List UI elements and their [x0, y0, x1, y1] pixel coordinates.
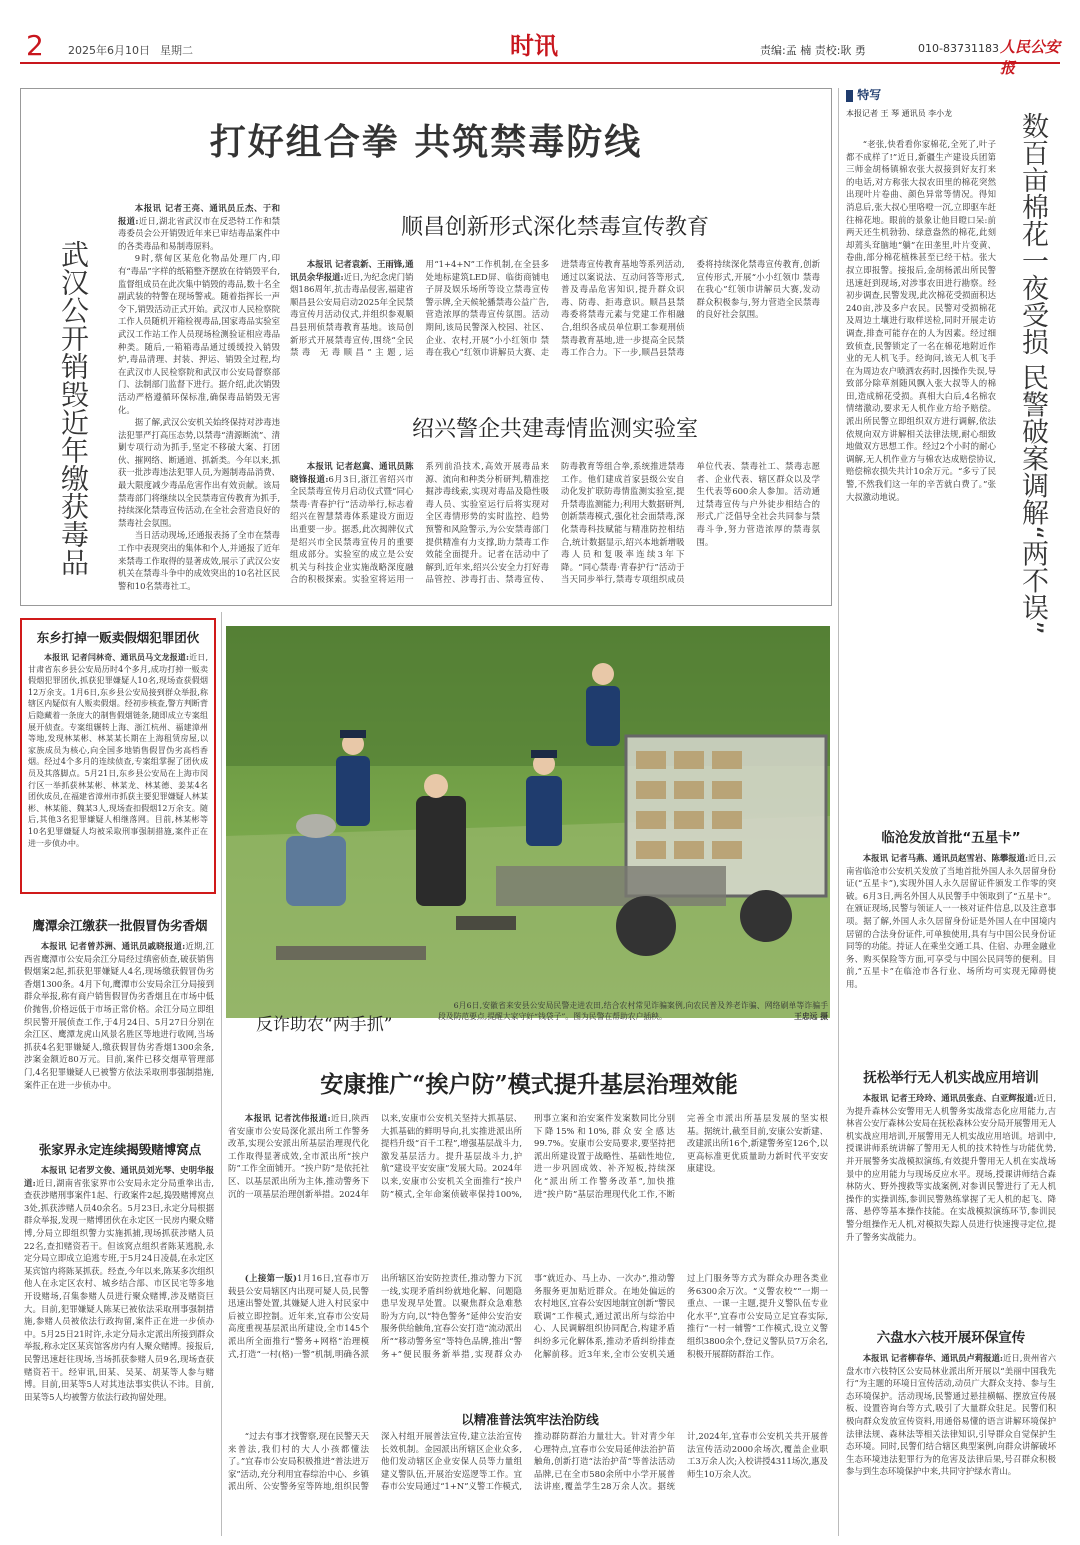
- wuhan-byline: 本报讯 记者王亮、通讯员丘杰、于和报道:: [118, 203, 280, 226]
- wuhan-article: 本报讯 记者王亮、通讯员丘杰、于和报道:近日,湖北省武汉市在反恐特工作和禁毒委员会公开销毁近年来已审结毒品案件中的各类毒品和易制毒原料。 9时,蔡甸区某危化物品处理厂内,印有“毒品”字样的纸箱整齐摆放在待销毁平台,监督组成员在此次集中销毁的毒品,数十名全副武装的特警在现场警戒。随着指挥长一声令下,销毁活动正式开始。武汉市人民检察院工作人员随机开箱检视毒品,国家毒品实验室武汉工作站工作人员现场检测验证相应毒品种类。随后,一箱箱毒品通过缓缓投入销毁炉,毒品清理、封装、押运、销毁全过程,均在武汉市人民检察院和武汉市公安局督察部门、法制部门监督下进行。据介绍,此次销毁活动严格遵循环保标准,确保毒品销毁无害化。 据了解,武汉公安机关始终保持对涉毒违法犯罪严打高压态势,以禁毒“清源断流”、清剿专项行动为抓手,坚定不移破大案、打团伙、摧网络、断通道、抓新类。今年以来,抓获一批涉毒违法犯罪人员,为遏制毒品消费、最大限度减少毒品危害作出有效贡献。该局禁毒部门将继续以全民禁毒宣传教育为抓手,持续深化禁毒宣传活动,在全社会营造良好的禁毒社会氛围。 当日活动现场,还通报表扬了全市在禁毒工作中表现突出的集体和个人,并通报了近年来禁毒工作取得的显著成效,展示了武汉公安机关在禁毒斗争中的成效突出的10名社区民警和10名禁毒社工。: [118, 203, 280, 591]
- shaoxing-title: 绍兴警企共建毒情监测实验室: [411, 417, 698, 442]
- phone-number: 010-83731183: [918, 42, 999, 55]
- liupanshui-title: 六盘水六枝开展环保宣传: [876, 1330, 1026, 1346]
- photo-caption: 6月6日,安徽省来安县公安局民警走进农田,结合农村常见诈骗案例,向农民普及养老诈骗、网络刷单等诈骗手段及防范要点,提醒大家守好“钱袋子”。图为民警在帮助农户插秧。 王忠远 摄: [438, 1001, 828, 1021]
- issue-date: 2025年6月10日: [68, 44, 150, 57]
- funing-article: 本报讯 记者王玲玲、通讯员张垚、白亚辉报道:近日,为提升森林公安警用无人机警务实战常态化应用能力,吉林省公安厅森林公安局在抚松森林公安分局开展警用无人机实战应用培训,开展警用无人机实战应用培训。培训中,授课讲师系统讲解了警用无人机的技术特性与功能优势,并开展警务实战模拟演练,有效提升警用无人机在实战场景中的应用能力与现场反应水平。现场,授课讲师结合森林防火、野外搜救等实战案例,对参训民警进行了无人机操作的实操训练,参训民警熟练掌握了无人机的起飞、降落、悬停等基本操作技能。在实战模拟演练环节,参训民警分组操作无人机,对模拟失踪人员进行快速搜寻定位,提升了警务实战能力。: [846, 1093, 1056, 1242]
- shaoxing-article: 本报讯 记者赵冀、通讯员陈晓锋报道:6月3日,浙江省绍兴市全民禁毒宣传月启动仪式暨“同心禁毒·青春护行”活动举行,标志着绍兴在智慧禁毒体系建设方面迈出重要一步。据悉,此次揭牌仪式是绍兴市全民禁毒宣传月的重要组成部分。实验室的成立是公安机关与科技企业实施战略深度融合的积极探索。实验室将运用一系列前沿技术,高效开展毒品来源、流向和种类分析研判,精准挖掘涉毒线索,实现对毒品及隐性吸毒人员、实验室运行后将实现对全区毒情形势的实时监控、趋势预警和风险警示,为公安禁毒部门提供精准有力支撑,助力禁毒工作效能全面提升。记者在活动中了解到,近年来,绍兴公安全力打好毒品管控、涉毒打击、禁毒宣传、防毒教育等组合拳,系统推进禁毒工作。他们建成首家县级公安自动化发扩联防毒情监测实验室,提升禁毒监测能力;利用大数据研判,创新禁毒模式,强化社会面禁毒,深化禁毒科技赋能与精准防控相结合,统计数据显示,绍兴本地新增吸毒人员和复吸率连续3年下降。“同心禁毒·青春护行”活动于当天同步举行,禁毒专项组织成员单位代表、禁毒社工、禁毒志愿者、企业代表、辖区群众以及学生代表等600余人参加。活动通过禁毒宣传与户外徒步相结合的形式,广泛倡导全社会共同参与禁毒斗争,努力营造浓厚的禁毒氛围。: [290, 461, 820, 585]
- section-title: 时讯: [510, 32, 558, 60]
- wuhan-title: 武汉公开销毁近年缴获毒品: [57, 240, 90, 576]
- feature-reporters: 本报记者 王 琴 通讯员 李小龙: [846, 109, 953, 118]
- feature-title: 数百亩棉花一夜受损 民警破案调解“两不误”: [1017, 112, 1048, 635]
- yingtan-article: 本报讯 记者曾苏洲、通讯员戚晓报道:近期,江西省鹰潭市公安局余江分局经过缜密侦查,破获销售假烟案2起,抓获犯罪嫌疑人4名,现场缴获假冒伪劣香烟1300条。4月下旬,鹰潭市公安局余江分局接到群众举报,称有商户销售假冒伪劣香烟且在市场中低价抛售,价格远低于市场正常价格。余江分局立即组织民警开展侦查工作,于4月24日、5月27日分别在余江区、鹰潭龙虎山风景名胜区等地进行收网,当场抓获4名犯罪嫌疑人,缴获假冒伪劣香烟1300余条,涉案金额近80万元。目前,案件已移交烟草管理部门,4名犯罪嫌疑人已被警方依法采取刑事强制措施,案件正在进一步侦办中。: [24, 941, 214, 1090]
- ankang-title: 安康推广“挨户防”模式提升基层治理效能: [320, 1071, 738, 1098]
- zhangjiajie-article: 本报讯 记者罗文俊、通讯员刘光琴、史明华报道:近日,湖南省张家界市公安局永定分局重拳出击,查获涉赌刑事案件1起、行政案件2起,捣毁赌博窝点3处,抓获涉赌人员40余名。5月23日,永定分局根据群众举报,发现一赌博团伙在永定区一民房内聚众赌博,分局立即组织警力实施抓捕,现场抓获涉赌人员22名,查扣赌资若干。但该窝点组织者陈某逃脱,永定分局立即成立追逃专班,于5月24日凌晨,在永定区某宾馆内将陈某抓获。经查,今年以来,陈某多次组织他人在永定区农村、城乡结合部、市区民宅等多地开设赌场,召集参赌人员进行聚众赌博,涉及赌资巨大。目前,犯罪嫌疑人陈某已被依法采取刑事强制措施,参赌人员被依法行政拘留,案件正在进一步侦办中。5月25日21时许,永定分局永定派出所接到群众举报,称永定区某宾馆客房内有人聚众赌博。接报后,民警迅速赶往现场,当场抓获参赌人员9名,现场查获赌资若干。经审讯,田某、吴某、胡某等人参与赌博。目前,田某等5人对其违法事实供认不讳。目前,田某等5人均被警方依法行政拘留处理。: [24, 1165, 214, 1402]
- jingtan-title: 以精准普法筑牢法治防线: [461, 1412, 599, 1427]
- column-divider: [221, 612, 222, 1536]
- masthead-logo: 人民公安报: [1000, 38, 1061, 77]
- linchang-title: 临沧发放首批“五星卡”: [881, 830, 1021, 846]
- zhangjiajie-title: 张家界永定连续揭毁赌博窝点: [38, 1142, 202, 1157]
- linchang-article: 本报讯 记者马燕、通讯员赵雪岩、陈攀报道:近日,云南省临沧市公安机关发放了当地首批外国人永久居留身份证(“五星卡”),实现外国人永久居留证件颁发工作零的突破。6月3日,两名外国人从民警手中领取到了“五星卡”。在颁证现场,民警与领证人一一核对证件信息,以及注意事项。据了解,外国人永久居留身份证是外国人在中国境内居留的合法身份证件,可单独使用,具有与中国公民身份证同等的功能。持证人在乘坐交通工具、住宿、办理金融业务、购买保险等方面,可享受与中国公民同等的便利。目前,“五星卡”在临沧市各行业、场所均可实现无障碍使用。: [846, 853, 1056, 989]
- funing-title: 抚松举行无人机实战应用培训: [863, 1070, 1039, 1086]
- rice-field-photo-illustration: [226, 626, 830, 1018]
- jingtan-article: “过去有事才找警察,现在民警天天来普法,我们村的大人小孩都懂法了。”宜春市公安局积极推进“普法进万家”活动,充分利用宜春综治中心、乡镇派出所、公安警务室等阵地,组织民警深入村组开展普法宣传,建立法治宣传长效机制。金园派出所辖区企业众多,他们发动辖区企业安保人员等力量组建义警队伍,开展治安巡逻等工作。宜春市公安局通过“1+N”义警工作模式,推动群防群治力量壮大。针对青少年心理特点,宜春市公安局延伸法治护苗触角,创新打造“法治护苗”等普法活动品牌,已在全市580余所中小学开展普法讲座,覆盖学生28万余人次。据统计,2024年,宜春市公安机关共开展普法宣传活动2000余场次,覆盖企业职工3万余人次;入校讲授4311场次,惠及师生10万余人次。: [228, 1431, 828, 1492]
- issue-weekday: 星期二: [160, 44, 193, 57]
- page-number: 2: [26, 29, 44, 62]
- shunchang-title: 顺昌创新形式深化禁毒宣传教育: [400, 215, 709, 240]
- dongxiang-article: 本报讯 记者闫林奇、通讯员马文龙报道:近日,甘肃省东乡县公安局历时4个多月,成功打掉一贩卖假烟犯罪团伙,抓获犯罪嫌疑人10名,现场查获假烟12万余支。1月6日,东乡县公安局接到群众举报,称辖区内疑似有人贩卖假烟。经初步核查,警方判断背后隐藏着一条庞大的制售假烟链条,随即成立专案组展开侦查。专案组辗转上海、浙江杭州、福建漳州等地,发现林某彬、林某某长期在上海租赁房屋,以家族成员为核心,向全国多地销售假冒伪劣高档香烟。经过4个多月的连续侦查,专案组掌握了团伙成员及其落脚点。5月21日,东乡县公安局在上海市闵行区一举抓获林某彬、林某龙、林某德、姜某4名团伙成员,在福建省漳州市抓获主要犯罪嫌疑人林某彬、林某能、魏某3人,现场查扣假烟12万余支。随后,其他3名犯罪嫌疑人相继落网。目前,林某彬等10名犯罪嫌疑人均被采取刑事强制措施,案件正在进一步侦办中。: [28, 652, 208, 848]
- farm-photo: [226, 626, 830, 1018]
- yingtan-title: 鹰潭余江缴获一批假冒伪劣香烟: [32, 918, 208, 933]
- dongxiang-title: 东乡打掉一贩卖假烟犯罪团伙: [36, 630, 200, 645]
- photo-caption-title: 反诈助农“两手抓”: [256, 1015, 393, 1035]
- ankang-article: 本报讯 记者沈伟报道:近日,陕西省安康市公安局深化派出所工作警务改革,实现公安派出所基层治理现代化工作取得显著成效,全市派出所“挨户防”工作全面铺开。“挨户防”是依托社区、以基层派出所为主体,推动警务下沉的一项基层治理创新举措。2024年以来,安康市公安机关坚持大抓基层、大抓基础的鲜明导向,扎实推进派出所提档升级“百千工程”,增强基层战斗力,激发基层活力。提升基层战斗力,护航“建设平安安康”发展大局。2024年以来,安康市公安机关全面推行“挨户防”模式,全年命案侦破率保持100%,刑事立案和治安案件发案数同比分别下降15%和10%,群众安全感达99.7%。安康市公安局要求,要坚持把派出所建设置于战略性、基础性地位,进一步巩固成效、补齐短板,持续深化“派出所工作警务改革”,加快推进“挨户防”基层治理现代化工作,不断完善全市派出所基层发展的坚实根基。据统计,截至目前,安康公安新建、改建派出所16个,新建警务室126个,以更高标准更优质量助力新时代平安安康建设。: [228, 1113, 828, 1199]
- yichun-article: (上接第一版)1月16日,宜春市万载县公安局辖区内出现可疑人员,民警迅速出警处置,其嫌疑人进入村民家中后被立即控制。近年来,宜春市公安局高度重视基层派出所建设,全市145个派出所全面推行“警务+网格”治理模式,打造“一村(格)一警”机制,明确各派出所辖区治安防控责任,推动警力下沉一线,实现矛盾纠纷就地化解、问题隐患早发现早处置。以聚焦群众急难愁盼为方向,以“特色警务”延伸公安治安服务供给触角,宜春公安打造“流动派出所”“移动警务室”等特色品牌,推出“警务+”便民服务新举措,实现群众办事“就近办、马上办、一次办”,推动警务服务更加贴近群众。在地处偏远的农村地区,宜春公安因地制宜创新“警民联调”工作模式,通过派出所与综治中心、人民调解组织协同配合,构建矛盾纠纷多元化解体系,推动矛盾纠纷排查化解前移。近3年来,全市公安机关通过上门服务等方式为群众办理各类业务6300余万次。“义警农校”“一期一重点、一课一主题,提升义警队伍专业化水平”,宜春市公安局立足宜春实际,推行“一村一辅警”工作模式,设立义警组织3800余个,登记义警队员7万余名,积极开展群防群治工作。: [228, 1273, 828, 1359]
- main-headline: 打好组合拳 共筑禁毒防线: [209, 121, 643, 163]
- editor-credits: 责编:孟 楠 责校:耿 勇: [760, 44, 866, 57]
- shunchang-article: 本报讯 记者袁新、王雨锋,通讯员余华报道:近日,为纪念虎门销烟186周年,抗击毒品侵害,福建省顺昌县公安局启动2025年全民禁毒宣传月活动仪式,并组织参观顺昌县刑侦禁毒教育基地。该局创新形式开展禁毒宣传,围绕“全民禁毒 无毒顺昌”主题,运用“1+4+N”工作机制,在全县多处地标建筑LED屏、临街商铺电子屏及娱乐场所等设立禁毒宣传警示牌,全天候轮播禁毒公益广告,营造浓厚的禁毒宣传氛围。活动期间,该局民警深入校园、社区、企业、农村,开展“小小红领巾 禁毒在我心”红领巾讲解员大赛、走进禁毒宣传教育基地等系列活动,通过以案说法、互动问答等形式,普及毒品危害知识,提升群众识毒、防毒、拒毒意识。顺昌县禁毒委将禁毒元素与党建工作相融合,组织各成员单位职工参观刑侦禁毒教育基地,进一步提高全民禁毒工作合力。下一步,顺昌县禁毒委将持续深化禁毒宣传教育,创新宣传形式,开展“小小红领巾 禁毒在我心”红领巾讲解员大赛,发动群众积极参与,努力营造全民禁毒的良好社会氛围。: [290, 259, 820, 358]
- page-header: [20, 29, 1061, 77]
- column-divider: [838, 88, 839, 1536]
- liupanshui-article: 本报讯 记者柳春华、通讯员卢莉报道:近日,贵州省六盘水市六枝特区公安局林业派出所开展以“美丽中国我先行”为主题的环境日宣传活动,动员广大群众支持、参与生态环境保护。活动现场,民警通过悬挂横幅、摆放宣传展板、设置咨询台等方式,吸引了大量群众驻足。民警们积极向群众发放宣传资料,用通俗易懂的语言讲解环境保护法律法规、森林法等相关法律知识,引导群众自觉保护生态环境。同时,民警们结合辖区典型案例,向群众讲解破坏生态环境违法犯罪行为的危害及法律后果,号召群众积极参与到生态环境保护中来,共同守护绿水青山。: [846, 1353, 1056, 1477]
- feature-article: “老张,快看看你家棉花,全死了,叶子都不成样了!”近日,新疆生产建设兵团第三师金胡杨镇棉农张大叔接到好友打来的电话,对方称张大叔农田里的棉花突然出现叶片卷曲、颜色异常等情况。得知消息后,张大叔心里咯噔一沉,立即驱车赶往棉花地。眼前的景象让他目瞪口呆:前两天还生机勃勃、绿意盎然的棉花,此刻却蔫头耷脑地“躺”在田垄里,叶片变黄、卷曲,部分棉花植株甚至已经干枯。张大叔立即报警。接报后,金胡杨派出所民警迅速赶到现场,对涉事农田进行勘察。经初步调查,民警发现,此次棉花受损面积达240亩,涉及多户农民。民警对受损棉花及周边土壤进行取样送检,同时开展走访调查,排查可能存在的人为因素。经过细致侦查,民警锁定了一名在棉花地附近作业的无人机飞手。经询问,该无人机飞手在为周边农户喷洒农药时,因操作失误,导致部分除草剂随风飘入张大叔等人的棉田,造成棉花受损。真相大白后,4名棉农情绪激动,要求无人机作业方给予赔偿。派出所民警立即组织双方进行调解,依法依规向双方讲解相关法律法规,耐心细致地做双方思想工作。经过2个小时的耐心调解,无人机作业方与棉农达成赔偿协议,赔偿棉农损失共计10余万元。“多亏了民警,不然我们这一年的辛苦就白费了。”张大叔激动地说。: [846, 139, 996, 502]
- feature-tag: 特写: [846, 86, 881, 103]
- photo-credit: 王忠远 摄: [794, 1012, 828, 1021]
